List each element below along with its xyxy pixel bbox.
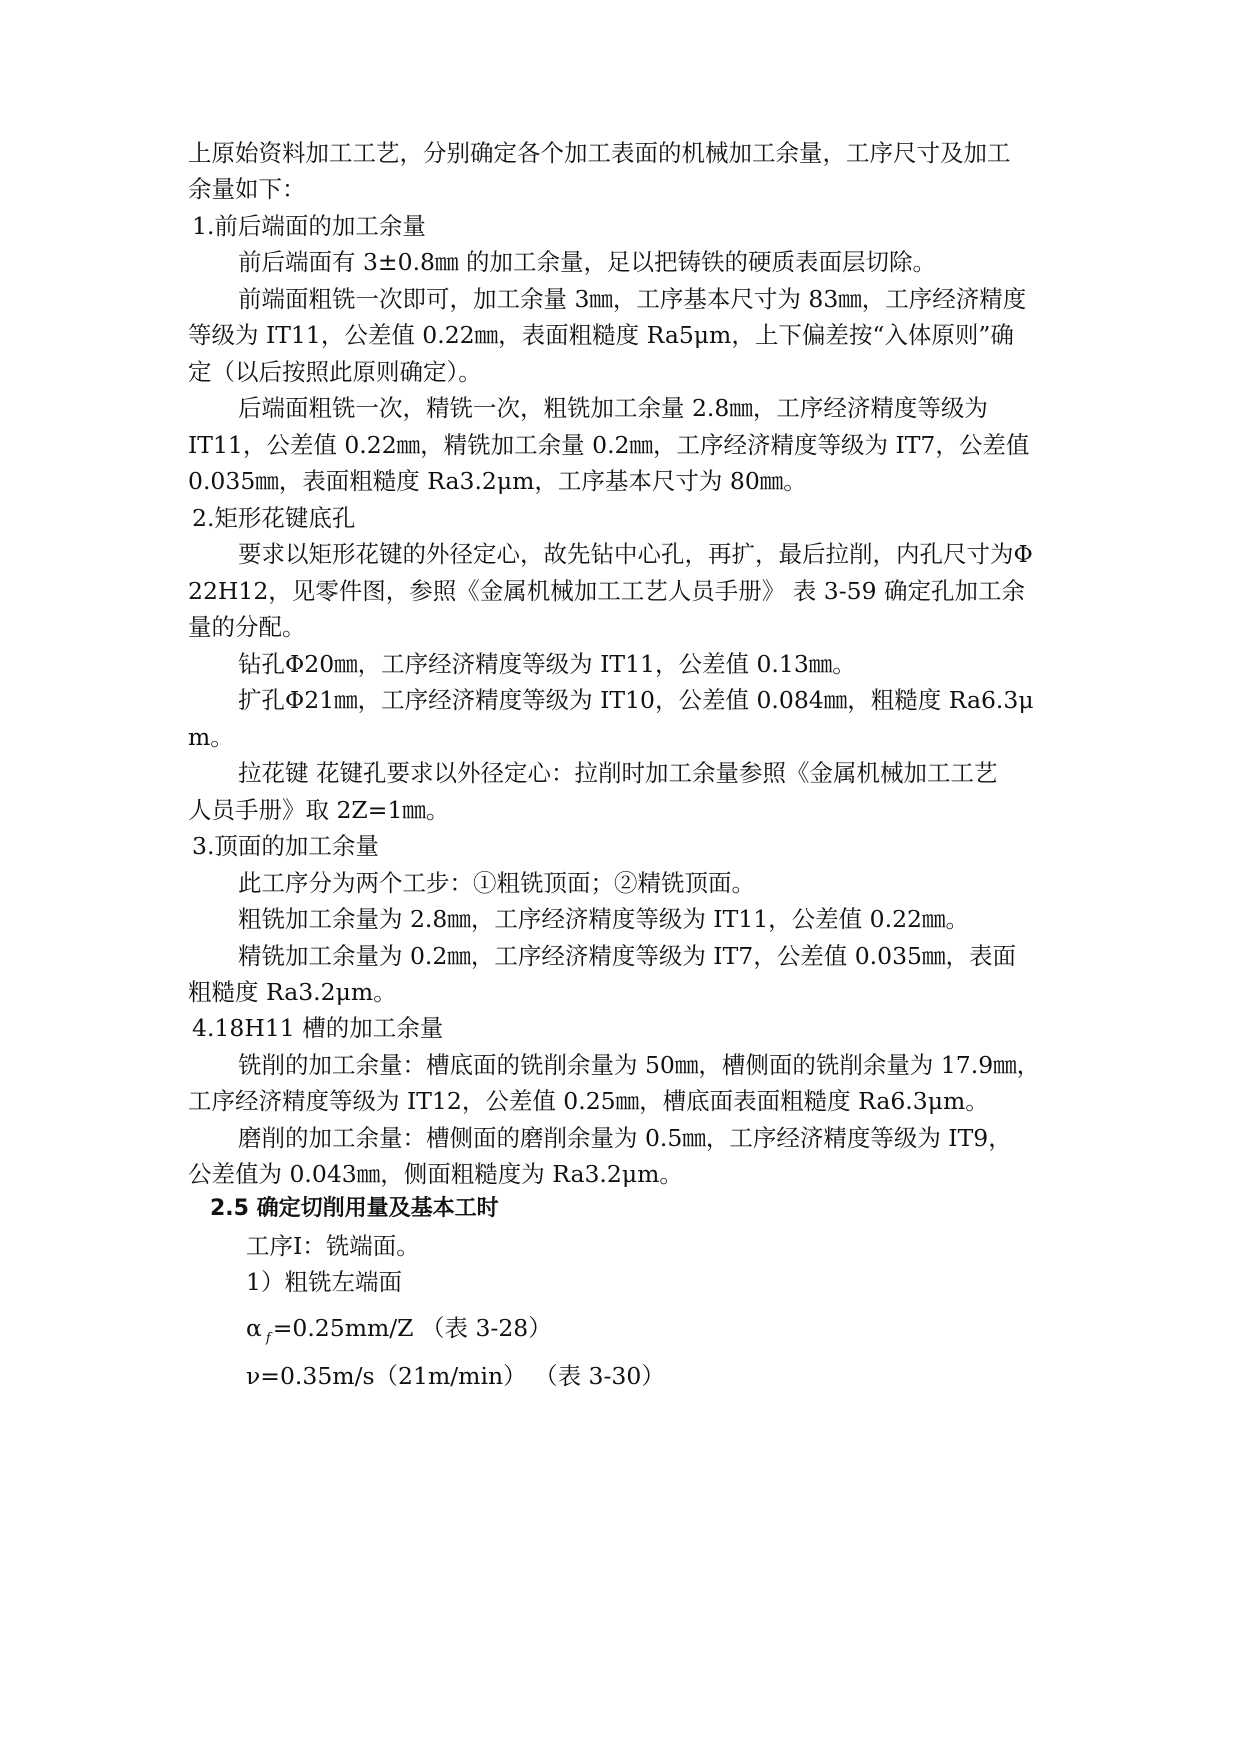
subsection-heading: 4.18H11 槽的加工余量 bbox=[192, 1014, 444, 1042]
paragraph-line: 等级为 IT11，公差值 0.22㎜，表面粗糙度 Ra5μm，上下偏差按“入体原则”确 bbox=[188, 321, 1014, 349]
paragraph-line: 22H12，见零件图，参照《金属机械加工工艺人员手册》 表 3-59 确定孔加工余 bbox=[188, 577, 1026, 605]
paragraph-line: 上原始资料加工工艺，分别确定各个加工表面的机械加工余量，工序尺寸及加工 bbox=[188, 139, 1011, 167]
paragraph-line: 磨削的加工余量：槽侧面的磨削余量为 0.5㎜，工序经济精度等级为 IT9， bbox=[238, 1124, 1012, 1152]
paragraph-line: 此工序分为两个工步：①粗铣顶面；②精铣顶面。 bbox=[238, 869, 755, 897]
paragraph-line: 量的分配。 bbox=[188, 613, 306, 641]
paragraph-line: 前端面粗铣一次即可，加工余量 3㎜，工序基本尺寸为 83㎜，工序经济精度 bbox=[238, 285, 1027, 313]
paragraph-line: 0.035㎜，表面粗糙度 Ra3.2μm，工序基本尺寸为 80㎜。 bbox=[188, 467, 807, 495]
paragraph-line: m。 bbox=[188, 723, 234, 751]
paragraph-line: 铣削的加工余量：槽底面的铣削余量为 50㎜，槽侧面的铣削余量为 17.9㎜， bbox=[238, 1051, 1041, 1079]
paragraph-line: 钻孔Φ20㎜，工序经济精度等级为 IT11，公差值 0.13㎜。 bbox=[238, 650, 856, 678]
paragraph-line: 精铣加工余量为 0.2㎜，工序经济精度等级为 IT7，公差值 0.035㎜，表面 bbox=[238, 942, 1016, 970]
paragraph-line: 粗铣加工余量为 2.8㎜，工序经济精度等级为 IT11，公差值 0.22㎜。 bbox=[238, 905, 969, 933]
paragraph-line: 后端面粗铣一次，精铣一次，粗铣加工余量 2.8㎜，工序经济精度等级为 bbox=[238, 394, 988, 422]
subsection-heading: 3.顶面的加工余量 bbox=[192, 832, 379, 860]
cutting-speed-line: ν=0.35m/s（21m/min） （表 3-30） bbox=[246, 1362, 665, 1390]
feed-subscript: f bbox=[265, 1331, 271, 1346]
feed-value: =0.25mm/Z （表 3-28） bbox=[272, 1314, 552, 1342]
paragraph-line: 工序经济精度等级为 IT12，公差值 0.25㎜，槽底面表面粗糙度 Ra6.3μm。 bbox=[188, 1087, 989, 1115]
paragraph-line: 粗糙度 Ra3.2μm。 bbox=[188, 978, 397, 1006]
paragraph-line: 人员手册》取 2Z=1㎜。 bbox=[188, 796, 450, 824]
process-step-title: 工序Ⅰ：铣端面。 bbox=[246, 1232, 420, 1260]
subsection-heading: 2.矩形花键底孔 bbox=[192, 504, 356, 532]
paragraph-line: 余量如下： bbox=[188, 175, 306, 203]
paragraph-line: IT11，公差值 0.22㎜，精铣加工余量 0.2㎜，工序经济精度等级为 IT7，公差值 bbox=[188, 431, 1030, 459]
section-heading: 2.5 确定切削用量及基本工时 bbox=[210, 1196, 499, 1221]
feed-rate-line bbox=[246, 1313, 1116, 1354]
process-sub-step: 1）粗铣左端面 bbox=[246, 1268, 402, 1296]
paragraph-line: 定（以后按照此原则确定）。 bbox=[188, 358, 482, 386]
paragraph-line: 扩孔Φ21㎜，工序经济精度等级为 IT10，公差值 0.084㎜，粗糙度 Ra6.3μ bbox=[238, 686, 1034, 714]
paragraph-line: 要求以矩形花键的外径定心，故先钻中心孔，再扩，最后拉削，内孔尺寸为Φ bbox=[238, 540, 1033, 568]
paragraph-line: 拉花键 花键孔要求以外径定心：拉削时加工余量参照《金属机械加工工艺 bbox=[238, 759, 998, 787]
subsection-heading: 1.前后端面的加工余量 bbox=[192, 212, 426, 240]
feed-symbol: α bbox=[246, 1314, 262, 1342]
paragraph-line: 公差值为 0.043㎜，侧面粗糙度为 Ra3.2μm。 bbox=[188, 1160, 683, 1188]
paragraph-line: 前后端面有 3±0.8㎜ 的加工余量，足以把铸铁的硬质表面层切除。 bbox=[238, 248, 936, 276]
